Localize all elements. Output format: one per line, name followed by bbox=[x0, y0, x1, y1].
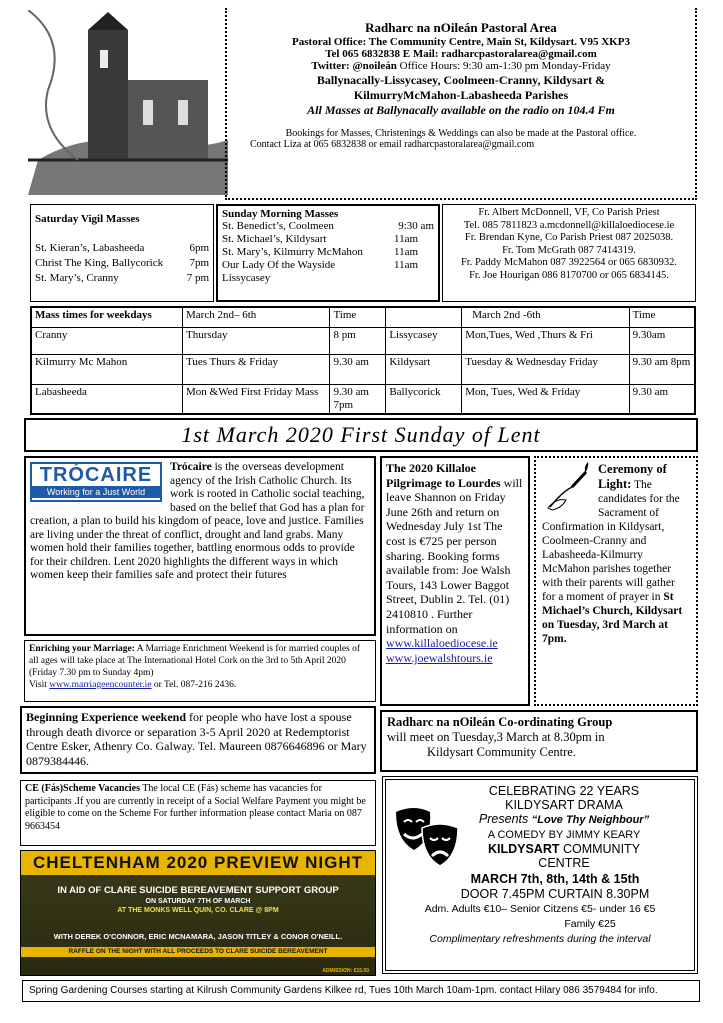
coord-text: will meet on Tuesday,3 March at 8.30pm in bbox=[387, 730, 605, 744]
radio-notice: All Masses at Ballynacally available on the radio on 104.4 Fm bbox=[307, 103, 615, 117]
priests-box bbox=[442, 204, 696, 302]
marriage-heading: Enriching your Marriage: bbox=[29, 644, 135, 654]
parishes-line-1: Ballynacally-Lissycasey, Coolmeen-Cranny, Kildysart & bbox=[316, 73, 606, 87]
trocaire-text-1: is the overseas development agency of the Irish Catholic Church. Its work is rooted in Catholic social teaching, bbox=[170, 461, 365, 500]
drama-venue: COMMUNITY bbox=[559, 841, 641, 856]
pilgrimage-box bbox=[380, 456, 530, 706]
drama-comedy: A COMEDY BY JIMMY KEARY bbox=[487, 828, 641, 841]
table-header-row: Mass times for weekdays March 2nd– 6th Time March 2nd -6th Time bbox=[31, 307, 695, 327]
drama-line-2: KILDYSART DRAMA bbox=[505, 798, 623, 813]
list-item: St. Michael’s, Kildysart 11am bbox=[222, 233, 419, 245]
priest-line: Tel. 085 7811823 a.mcdonnell@killaloediocese.ie bbox=[463, 219, 675, 231]
marriage-text: A Marriage Enrichment Weekend is for married couples of all ages will take place at The International Hotel Cork on the 3rd to 5th April 2020 (Friday 7.30 pm to Sunday 4pm) bbox=[29, 644, 361, 678]
pastoral-area-title: Radharc na nOileán Pastoral Area bbox=[365, 20, 557, 35]
list-item: Lissycasey bbox=[222, 272, 271, 284]
drama-centre: CENTRE bbox=[538, 856, 590, 871]
list-item: St. Benedict’s, Coolmeen 9:30 am bbox=[222, 220, 434, 232]
pilgrimage-heading: The 2020 Killaloe Pilgrimage to Lourdes bbox=[386, 461, 501, 490]
table-row: Kilmurry Mc Mahon Tues Thurs & Friday 9.30 am Kildysart Tuesday & Wednesday Friday 9.30 am 8pm bbox=[31, 354, 695, 384]
drama-admission: Adm. Adults €10– Senior Citzens €5- under 16 €5 bbox=[424, 903, 656, 915]
beginning-experience-box bbox=[20, 706, 376, 774]
drama-box bbox=[382, 776, 698, 974]
joewalsh-link[interactable]: www.joewalshtours.ie bbox=[386, 650, 493, 665]
list-item: St. Mary’s, Cranny 7 pm bbox=[35, 272, 209, 284]
saturday-vigil-box bbox=[30, 204, 214, 302]
church-illustration bbox=[28, 10, 228, 195]
office-address: Pastoral Office: The Community Centre, Main St, Kildysart. V95 XKP3 bbox=[292, 36, 630, 48]
list-item: St. Mary’s, Kilmurry McMahon 11am bbox=[222, 246, 419, 258]
sunday-masses-box bbox=[216, 204, 440, 302]
list-item: Christ The King, Ballycorick 7pm bbox=[35, 257, 209, 269]
priest-line: Fr. Albert McDonnell, VF, Co Parish Priest bbox=[478, 207, 660, 218]
trocaire-name: Trócaire bbox=[170, 461, 212, 473]
list-item: Our Lady Of the Wayside 11am bbox=[222, 259, 419, 271]
cheltenham-raffle: RAFFLE ON THE NIGHT WITH ALL PROCEEDS TO CLARE SUICIDE BEREAVEMENT bbox=[21, 947, 375, 957]
lent-banner: 1st March 2020 First Sunday of Lent bbox=[24, 418, 698, 452]
drama-refreshments: Complimentary refreshments during the interval bbox=[429, 933, 651, 945]
bookings-line-2: Contact Liza at 065 6832838 or email radharcpastoralarea@gmail.com bbox=[250, 139, 535, 150]
cheltenham-with: WITH DEREK O'CONNOR, ERIC MCNAMARA, JASON TITLEY & CONOR O'NEILL. bbox=[53, 932, 343, 941]
coord-heading: Radharc na nOileán Co-ordinating Group bbox=[387, 715, 613, 729]
weekday-mass-table bbox=[30, 306, 696, 415]
header-info-panel bbox=[225, 8, 697, 200]
marriage-visit-label: Visit bbox=[29, 680, 50, 690]
marriage-link[interactable]: www.marriageencounter.ie bbox=[49, 680, 152, 690]
cheltenham-date: ON SATURDAY 7TH OF MARCH bbox=[145, 898, 251, 905]
parishes-line-2: KilmurryMcMahon-Labasheeda Parishes bbox=[353, 88, 569, 102]
tel-email: Tel 065 6832838 E Mail: radharcpastoralarea@gmail.com bbox=[325, 48, 597, 60]
beginning-text: for people who have lost a spouse through death divorce or separation 3-5 April 2020 at Redemptorist Centre Esker, Athenry Co. Galway. Tel. Maureen 0876646896 or Mary 0879384446. bbox=[26, 710, 367, 768]
drama-line-1: CELEBRATING 22 YEARS bbox=[488, 784, 640, 798]
trocaire-box bbox=[24, 456, 376, 636]
table-row: Cranny Thursday 8 pm Lissycasey Mon,Tues, Wed ,Thurs & Fri 9.30am bbox=[31, 327, 695, 354]
priest-line: Fr. Tom McGrath 087 7414319. bbox=[502, 244, 636, 256]
pilgrimage-text: will leave Shannon on Friday June 26th and return on Wednesday July 1st The cost is €725 per person sharing. Booking forms available from: Joe Walsh Tours, 143 Lower Baggot Street, Dublin 2. Tel. (01) 2410810 . Further information on bbox=[386, 475, 523, 636]
saturday-title: Saturday Vigil Masses bbox=[35, 213, 140, 225]
drama-presents: Presents bbox=[478, 812, 532, 827]
killaloe-link[interactable]: www.killaloediocese.ie bbox=[386, 636, 498, 651]
light-place: St Michael’s Church, Kildysart on Tuesday, 3rd March at 7pm. bbox=[542, 591, 683, 645]
priest-line: Fr. Paddy McMahon 087 3922564 or 065 6830932. bbox=[460, 257, 678, 268]
trocaire-logo: TRÓCAIRE Working for a Just World bbox=[30, 462, 162, 502]
trocaire-text-2: based on the belief that God has a plan for creation, a plan to build his kingdom of peace, love and justice. Families are living under the threat of conflict, drought and land grabs. Many women hold their families together, battling enormous odds to provide for their children. Lent 2020 highlights the different ways in which women keep their families safe and protect their futures bbox=[30, 501, 365, 581]
light-text: The candidates for the Sacrament of Confirmation in Kildysart, Coolmeen-Cranny and Labasheeda-Kilmurry McMahon parishes together with their parents will gather for a moment of prayer in bbox=[542, 479, 680, 603]
bookings-line-1: Bookings for Masses, Christenings & Weddings can also be made at the Pastoral office. bbox=[285, 128, 637, 139]
drama-dates: MARCH 7th, 8th, 14th & 15th bbox=[470, 872, 640, 886]
ce-scheme-box bbox=[20, 780, 376, 846]
sunday-title: Sunday Morning Masses bbox=[222, 208, 339, 220]
cheltenham-aid: IN AID OF CLARE SUICIDE BEREAVEMENT SUPPORT GROUP bbox=[57, 885, 339, 896]
cheltenham-poster bbox=[20, 850, 376, 976]
drama-doors: DOOR 7.45PM CURTAIN 8.30PM bbox=[460, 887, 650, 901]
marriage-box bbox=[24, 640, 376, 702]
cheltenham-title: CHELTENHAM 2020 PREVIEW NIGHT bbox=[21, 851, 375, 875]
cheltenham-admission: ADMISSION: €15.00 bbox=[322, 968, 369, 974]
cheltenham-venue: AT THE MONKS WELL QUIN, CO. CLARE @ 8PM bbox=[117, 907, 279, 914]
list-item: St. Kieran’s, Labasheeda 6pm bbox=[35, 242, 209, 254]
twitter-handle: Twitter: @noileán bbox=[311, 60, 397, 72]
ce-heading: CE (Fás)Scheme Vacancies bbox=[25, 783, 140, 794]
footer-gardening: Spring Gardening Courses starting at Kilrush Community Gardens Kilkee rd, Tues 10th March 10am-1pm. contact Hilary 086 3579484 for info. bbox=[22, 980, 700, 1002]
beginning-heading: Beginning Experience weekend bbox=[26, 710, 187, 724]
office-hours: Office Hours: 9:30 am-1:30 pm Monday-Friday bbox=[399, 60, 611, 72]
light-heading: Ceremony of Light: bbox=[598, 462, 667, 491]
priest-line: Fr. Joe Hourigan 086 8170700 or 065 6834145. bbox=[469, 269, 669, 281]
drama-play-title: “Love Thy Neighbour” bbox=[531, 814, 650, 827]
drama-family: Family €25 bbox=[564, 918, 616, 930]
candle-icon bbox=[542, 462, 594, 512]
ce-text: The local CE (Fás) scheme has vacancies for participants .If you are currently in receipt of a Social Welfare Payment you might be eligible to come on the Scheme For further information please contact Maria on 087 9663454 bbox=[25, 783, 366, 832]
ceremony-of-light-box bbox=[534, 456, 698, 706]
coord-place: Kildysart Community Centre. bbox=[427, 745, 576, 759]
table-row: Labasheeda Mon &Wed First Friday Mass 9.30 am 7pm Ballycorick Mon, Tues, Wed & Friday 9.30 am bbox=[31, 384, 695, 414]
priest-line: Fr. Brendan Kyne, Co Parish Priest 087 2025038. bbox=[464, 232, 674, 243]
drama-venue-bold: KILDYSART bbox=[487, 841, 560, 856]
coordinating-group-box bbox=[380, 710, 698, 772]
marriage-tel: or Tel. 087-216 2436. bbox=[151, 680, 237, 690]
